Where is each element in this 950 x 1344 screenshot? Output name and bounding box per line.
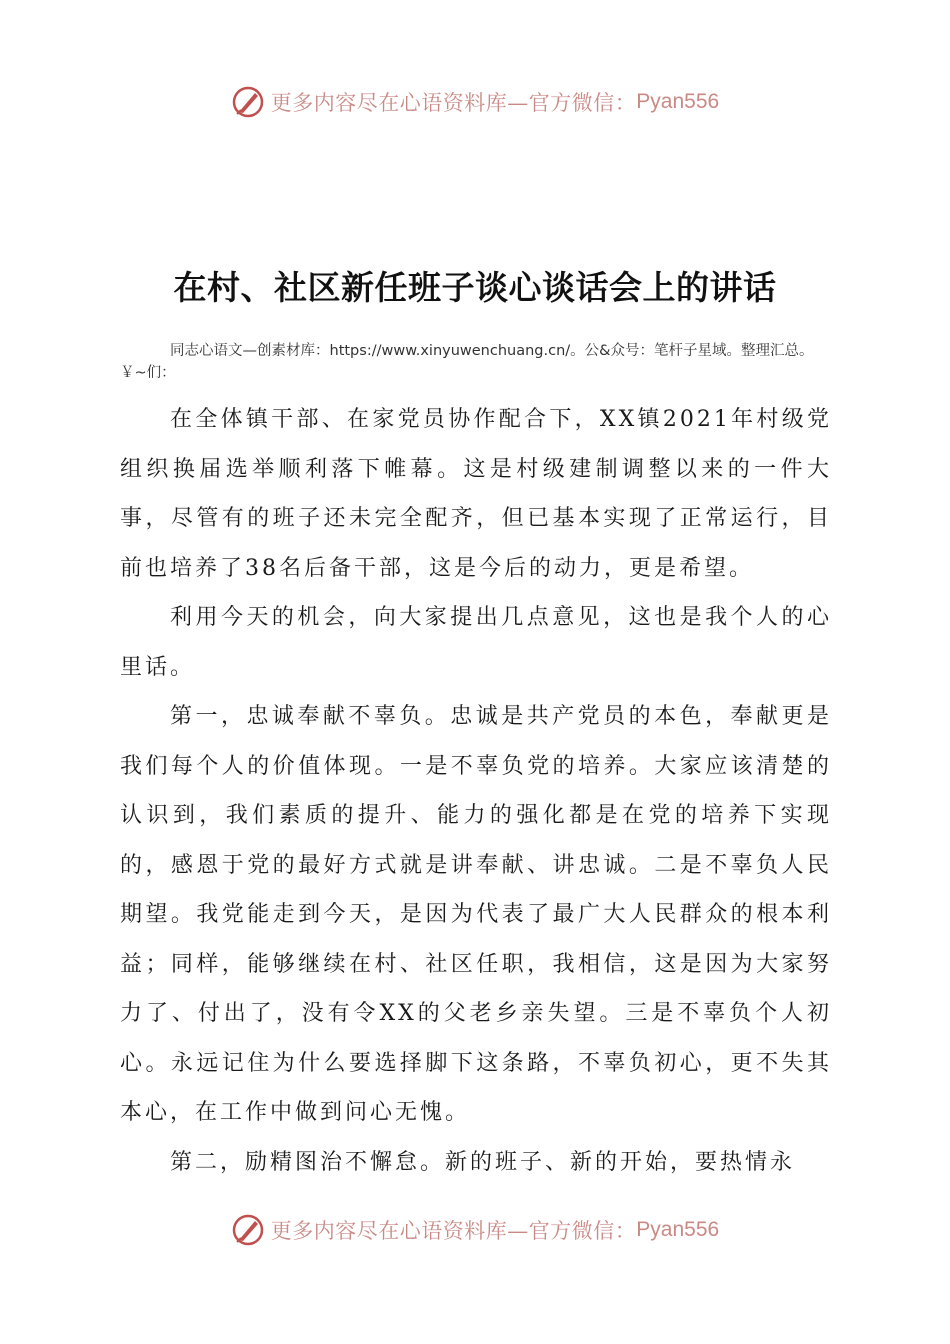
banner-wechat-id: Pyan556 [636,1218,720,1241]
source-note: 同志心语文—创素材库：https://www.xinyuwenchuang.cn/。公&众号：笔杆子星域。整理汇总。￥~们： [120,343,814,381]
quill-logo-icon [231,85,265,119]
footer-banner [0,1210,950,1250]
quill-logo-icon [231,1213,265,1247]
page-title: 在村、社区新任班子谈心谈话会上的讲话 [173,268,777,307]
paragraph: 第二，励精图治不懈怠。新的班子、新的开始，要热情永 [170,1149,796,1175]
banner-text: 更多内容尽在心语资料库—官方微信： [270,1219,637,1243]
header-banner [0,82,950,122]
banner-text: 更多内容尽在心语资料库—官方微信： [270,91,637,115]
paragraph: 利用今天的机会，向大家提出几点意见，这也是我个人的心里话。 [120,605,832,680]
paragraph: 第一，忠诚奉献不辜负。忠诚是共产党员的本色，奉献更是我们每个人的价值体现。一是不辜负党的培养。大家应该清楚的认识到，我们素质的提升、能力的强化都是在党的培养下实现的，感恩于党的最好方式就是讲奉献、讲忠诚。二是不辜负人民期望。我党能走到今天，是因为代表了最广大人民群众的根本利益；同样，能够继续在村、社区任职，我相信，这是因为大家努力了、付出了，没有令XX的父老乡亲失望。三是不辜负个人初心。永远记住为什么要选择脚下这条路，不辜负初心，更不失其本心，在工作中做到问心无愧。 [120,704,832,1125]
paragraph: 在全体镇干部、在家党员协作配合下，XX镇2021年村级党组织换届选举顺利落下帷幕。这是村级建制调整以来的一件大事，尽管有的班子还未完全配齐，但已基本实现了正常运行，目前也培养了38名后备干部，这是今后的动力，更是希望。 [120,407,832,581]
banner-wechat-id: Pyan556 [636,90,720,113]
document-body [120,395,832,1187]
